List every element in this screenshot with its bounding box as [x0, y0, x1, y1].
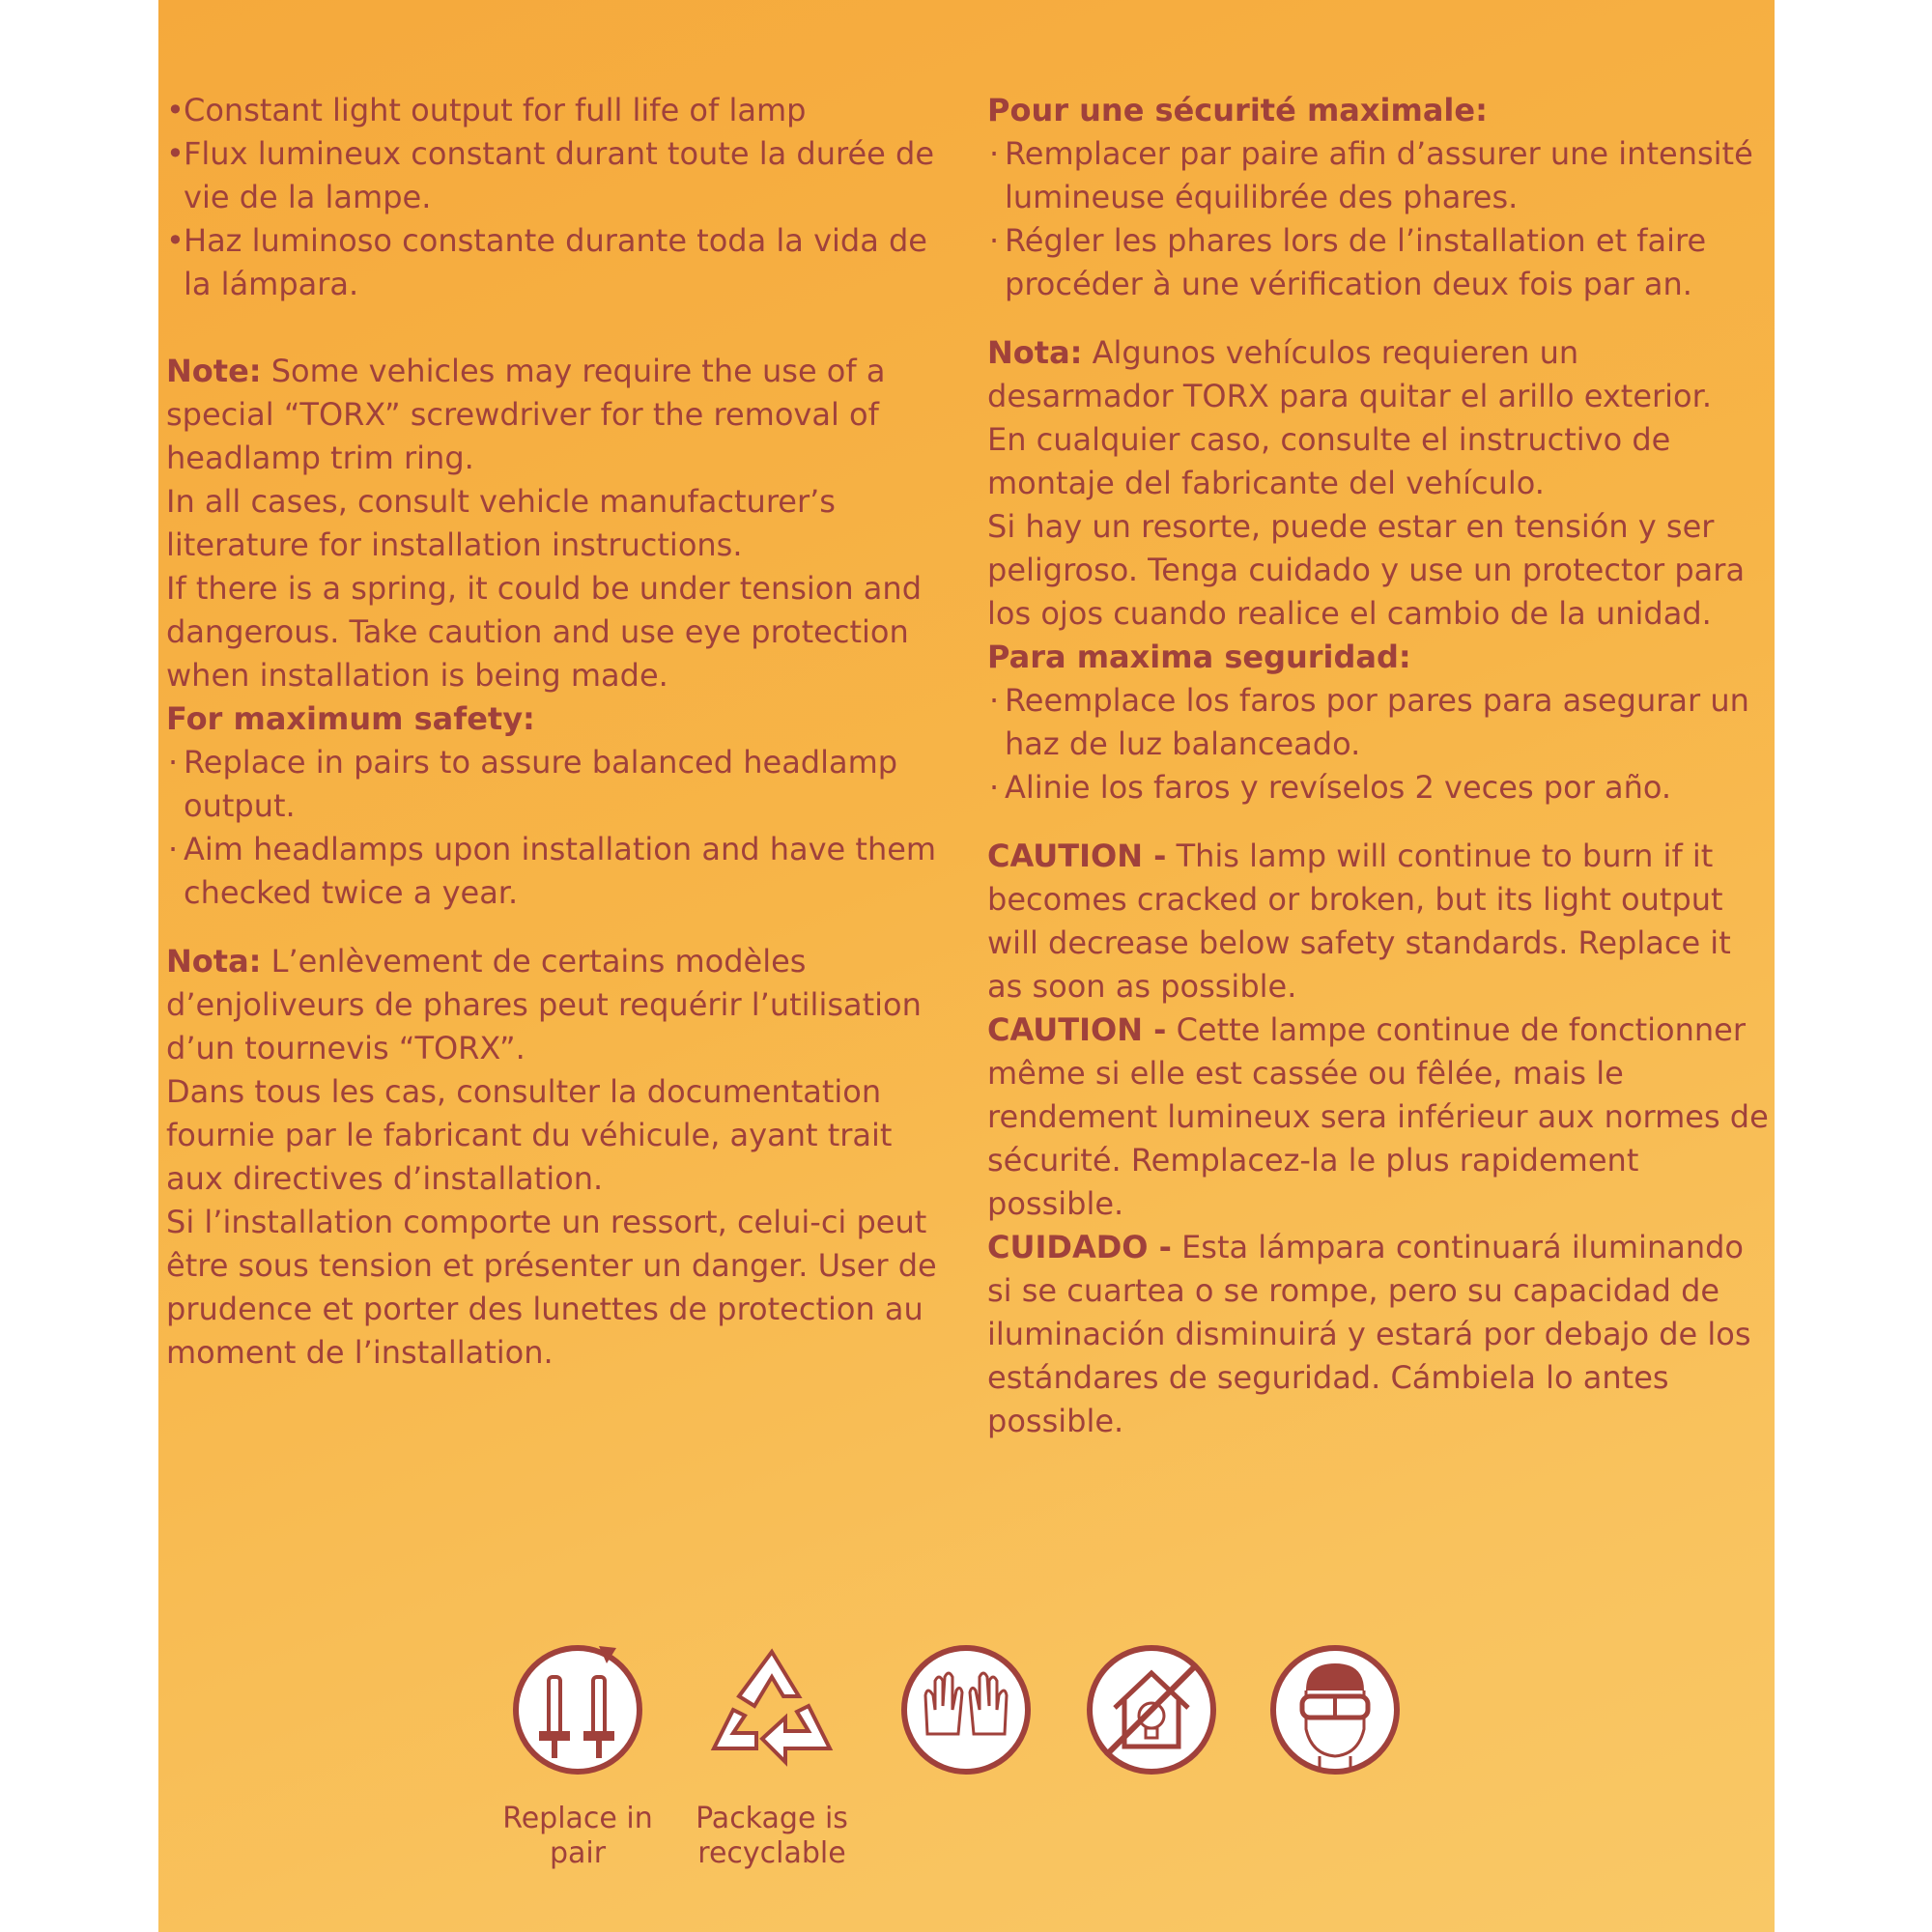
safety-fr-item: · Remplacer par paire afin d’assurer une intensité lumineuse équilibrée des phares. [987, 132, 1770, 219]
note-fr-text: L’enlèvement de certains modèles d’enjoliveurs de phares peut requérir l’utilisation d’un tournevis “TORX”. [166, 943, 922, 1066]
note-en-text: Some vehicles may require the use of a special “TORX” screwdriver for the removal of headlamp trim ring. [166, 353, 886, 476]
safety-fr-heading-text: Pour une sécurité maximale: [987, 92, 1488, 128]
safety-en-heading-text: For maximum safety: [166, 700, 535, 737]
no-indoor-use-icon [1084, 1642, 1219, 1777]
gloves-icon [898, 1642, 1034, 1777]
note-es [987, 331, 1770, 418]
right-column [987, 89, 1770, 1443]
safety-fr-heading [987, 89, 1770, 132]
note-fr-line3: Si l’installation comporte un ressort, celui-ci peut être sous tension et présenter un danger. User de prudence et porter des lunettes de protection au moment de l’installation. [166, 1204, 937, 1371]
safety-en-item: · Aim headlamps upon installation and have them checked twice a year. [166, 828, 939, 915]
safety-en-item: · Replace in pairs to assure balanced headlamp output. [166, 741, 939, 828]
caution-en [987, 835, 1770, 1009]
safety-fr-item: · Régler les phares lors de l’installation et faire procéder à une vérification deux fois par an. [987, 219, 1770, 306]
replace-pair-label: Replace in pair [502, 1802, 653, 1870]
note-en-line3: If there is a spring, it could be under tension and dangerous. Take caution and use eye protection when installation is being made. [166, 570, 922, 694]
caution-es-text: Esta lámpara continuará iluminando si se cuartea o se rompe, pero su capacidad de iluminación disminuirá y estará por debajo de los estándares de seguridad. Cámbiela lo antes possible. [987, 1229, 1751, 1439]
safety-es-heading [987, 636, 1770, 679]
feature-fr: • Flux lumineux constant durant toute la durée de vie de la lampe. [166, 132, 939, 219]
icon-row [158, 1642, 1775, 1893]
eye-protection-icon [1267, 1642, 1403, 1777]
caution-fr [987, 1009, 1770, 1226]
caution-en-label: CAUTION - [987, 838, 1167, 874]
note-es-line3: Si hay un resorte, puede estar en tensión y ser peligroso. Tenga cuidado y use un protector para los ojos cuando realice el cambio de la unidad. [987, 508, 1746, 632]
left-column [166, 89, 939, 1375]
note-fr [166, 940, 939, 1070]
safety-es-item: · Alinie los faros y revíselos 2 veces por año. [987, 766, 1770, 810]
caution-es-label: CUIDADO - [987, 1229, 1172, 1265]
caution-fr-text: Cette lampe continue de fonctionner même si elle est cassée ou fêlée, mais le rendement lumineux sera inférieur aux normes de sécurité. Remplacez-la le plus rapidement possible. [987, 1011, 1769, 1222]
replace-pair-icon [502, 1642, 653, 1870]
recycle-label: Package is recyclable [696, 1802, 848, 1870]
safety-es-heading-text: Para maxima seguridad: [987, 639, 1411, 675]
package-panel [158, 0, 1775, 1932]
safety-es-item: · Reemplace los faros por pares para asegurar un haz de luz balanceado. [987, 679, 1770, 766]
safety-en-heading [166, 697, 939, 741]
caution-en-text: This lamp will continue to burn if it becomes cracked or broken, but its light output will decrease below safety standards. Replace it as soon as possible. [987, 838, 1731, 1005]
feature-en: • Constant light output for full life of lamp [166, 89, 939, 132]
note-en-label: Note: [166, 353, 262, 389]
note-es-label: Nota: [987, 334, 1083, 371]
caution-es [987, 1226, 1770, 1443]
note-en-line2: In all cases, consult vehicle manufacturer’s literature for installation instructions. [166, 483, 836, 563]
caution-fr-label: CAUTION - [987, 1011, 1167, 1048]
note-fr-label: Nota: [166, 943, 262, 980]
note-es-line2: En cualquier caso, consulte el instructivo de montaje del fabricante del vehículo. [987, 421, 1671, 501]
note-es-text: Algunos vehículos requieren un desarmador TORX para quitar el arillo exterior. [987, 334, 1713, 414]
recycle-icon [696, 1642, 848, 1870]
note-fr-line2: Dans tous les cas, consulter la documentation fournie par le fabricant du véhicule, ayant trait aux directives d’installation. [166, 1073, 893, 1197]
note-en [166, 350, 939, 480]
feature-es: • Haz luminoso constante durante toda la vida de la lámpara. [166, 219, 939, 306]
